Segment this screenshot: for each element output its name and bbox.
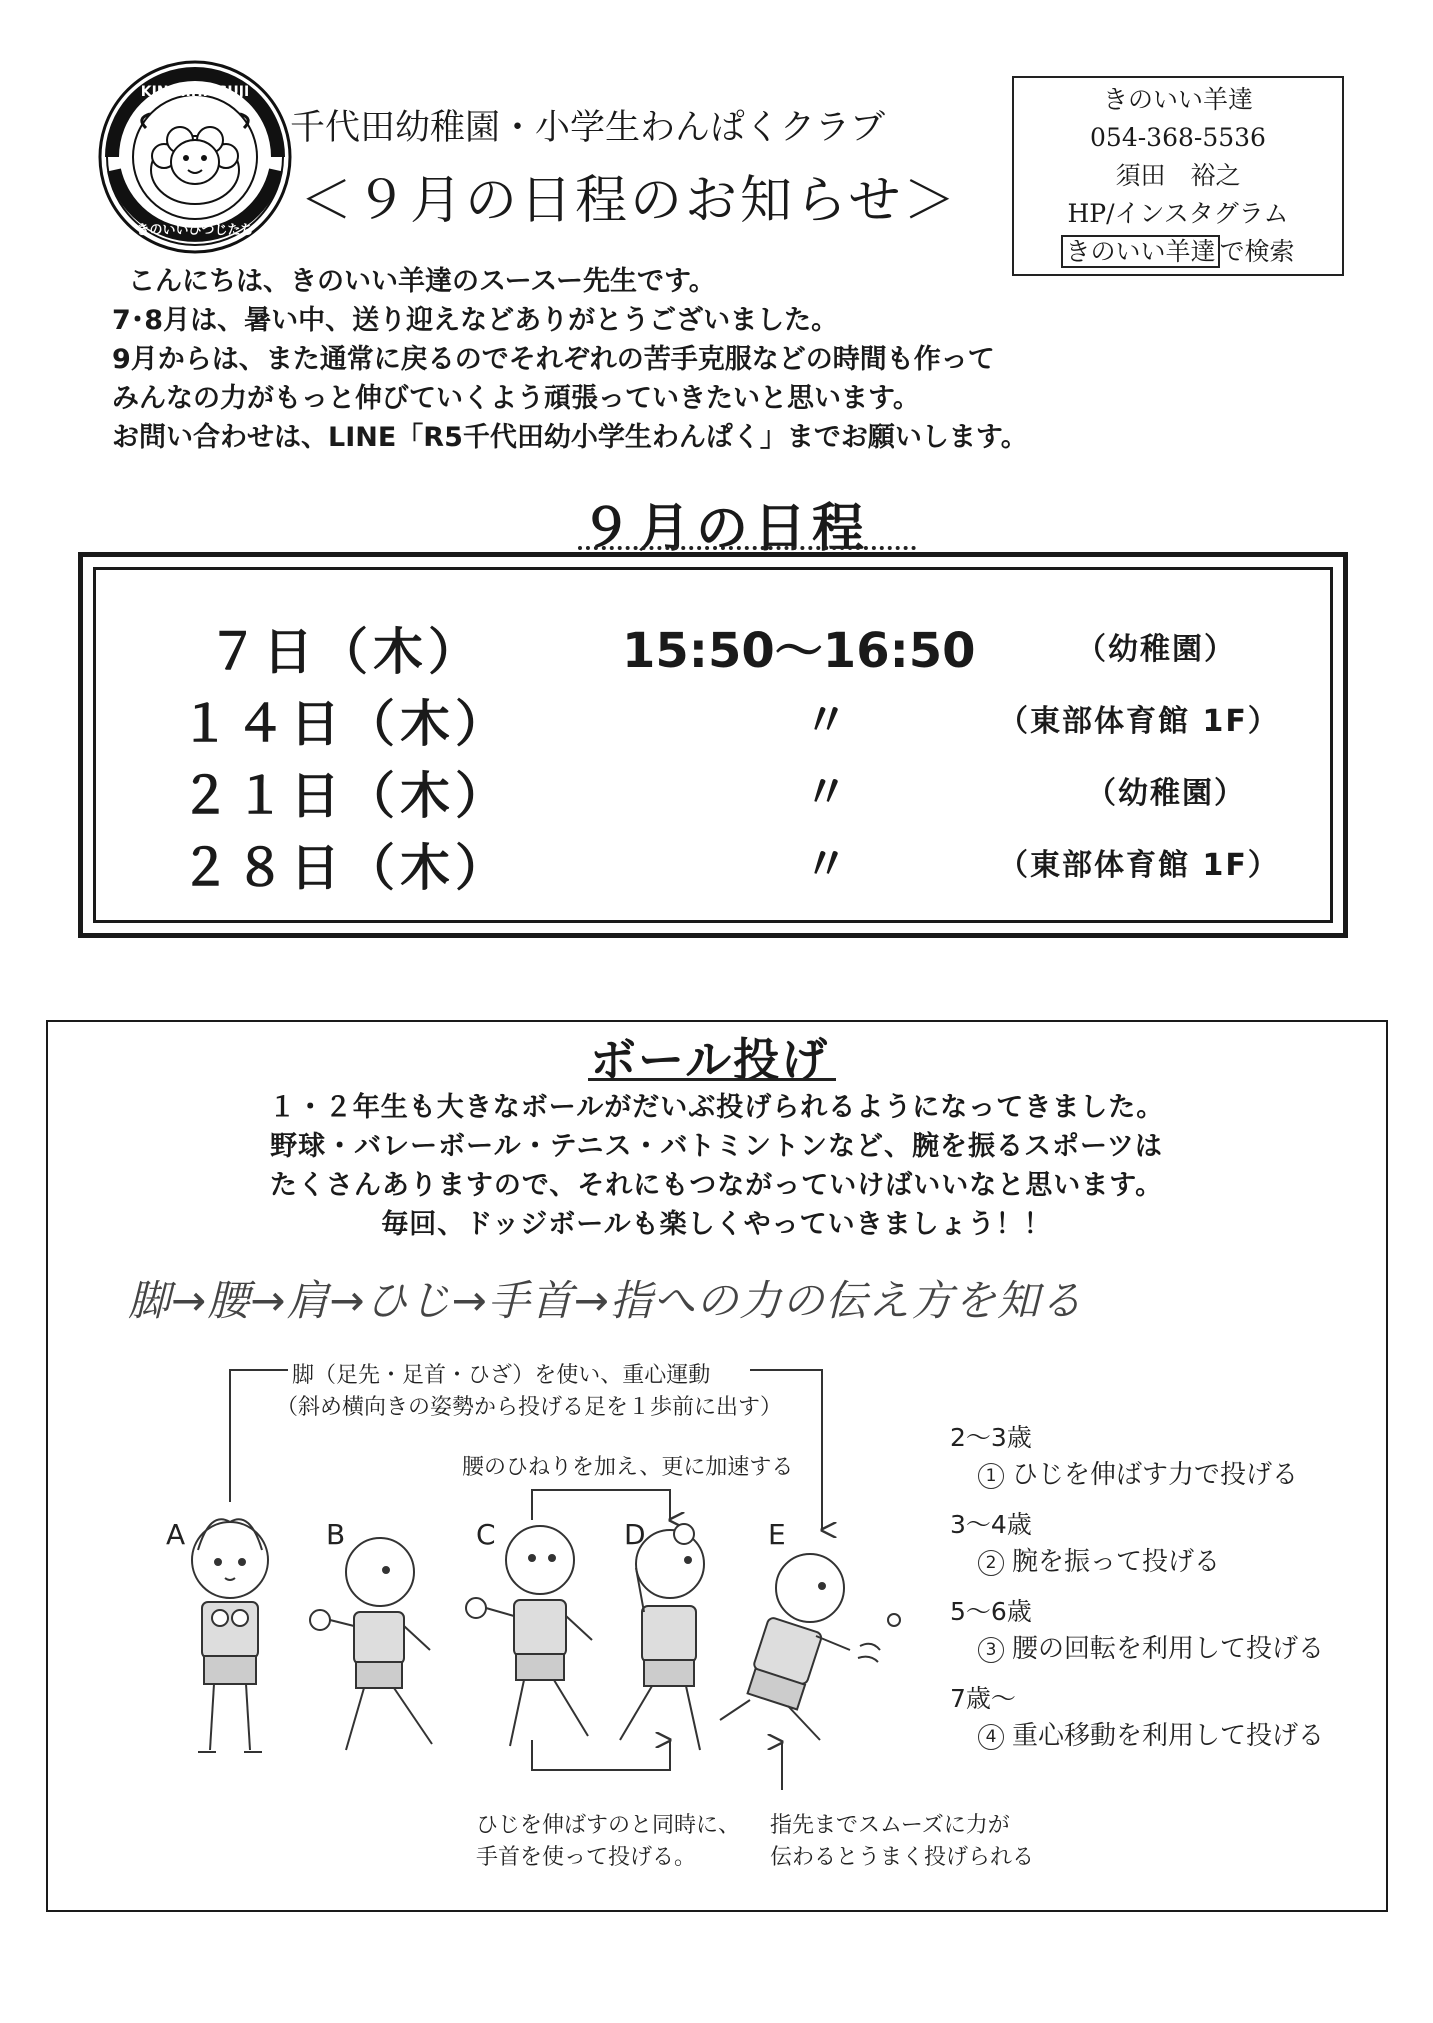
- schedule-date: ２８日（木）: [180, 839, 510, 897]
- search-suffix: で検索: [1219, 237, 1295, 266]
- step-number: 4: [978, 1724, 1004, 1750]
- schedule-date: ７日（木）: [208, 623, 483, 681]
- intro-line: みんなの力がもっと伸びていくよう頑張っていきたいと思います。: [112, 383, 920, 414]
- figure-label-d: D: [624, 1518, 646, 1551]
- age-guide: [950, 1418, 1324, 1752]
- label-waist: 腰のひねりを加え、更に加速する: [462, 1455, 794, 1480]
- age-step: 1 ひじを伸ばす力で投げる: [950, 1454, 1324, 1491]
- schedule-time: 15:50～16:50: [622, 623, 976, 679]
- schedule-date: ２１日（木）: [180, 767, 510, 825]
- force-chain-heading: 脚→腰→肩→ひじ→手首→指への力の伝え方を知る: [128, 1276, 1083, 1325]
- page-title: ＜９月の日程のお知らせ＞: [300, 171, 959, 231]
- schedule-time: 〃: [804, 767, 848, 818]
- schedule-place: （東部体育館 1F）: [998, 848, 1280, 883]
- schedule-time: 〃: [804, 695, 848, 746]
- step-number: 1: [978, 1463, 1004, 1489]
- club-logo: [96, 58, 294, 256]
- contact-person: 須田 裕之: [1115, 161, 1241, 190]
- age-step: 3 腰の回転を利用して投げる: [950, 1628, 1324, 1665]
- intro-line: 9月からは、また通常に戻るのでそれぞれの苦手克服などの時間も作って: [112, 344, 995, 375]
- label-finger-line1: 指先までスムーズに力が: [770, 1813, 1010, 1838]
- schedule-row: [96, 828, 1330, 897]
- ball-body: [0, 1088, 1433, 1244]
- search-keyword: きのいい羊達: [1061, 235, 1219, 268]
- contact-search: [1014, 233, 1342, 271]
- schedule-heading: ９月の日程: [580, 499, 871, 559]
- figure-label-b: B: [326, 1518, 346, 1551]
- label-legs-sub: （斜め横向きの姿勢から投げる足を１歩前に出す）: [276, 1395, 783, 1420]
- age-step: 2 腕を振って投げる: [950, 1541, 1324, 1578]
- organization-name: 千代田幼稚園・小学生わんぱくクラブ: [290, 108, 886, 148]
- ball-body-line: １・２年生も大きなボールがだいぶ投げられるようになってきました。: [268, 1092, 1165, 1123]
- figure-d: [620, 1524, 704, 1750]
- age-range: 2～3歳: [950, 1423, 1032, 1452]
- step-number: 3: [978, 1637, 1004, 1663]
- figure-e: [720, 1554, 900, 1740]
- schedule-place: （幼稚園）: [1086, 776, 1246, 811]
- schedule-place: （幼稚園）: [1076, 632, 1236, 667]
- ball-body-line: 野球・バレーボール・テニス・バトミントンなど、腕を振るスポーツは: [270, 1131, 1163, 1162]
- label-finger-line2: 伝わるとうまく投げられる: [770, 1845, 1035, 1870]
- intro-line: 7･8月は、暑い中、送り迎えなどありがとうございました。: [112, 305, 839, 336]
- svg-text:KINOIIHITSUJI: KINOIIHITSUJI: [140, 84, 250, 100]
- age-range: 7歳～: [950, 1684, 1016, 1713]
- schedule-heading-underline: [578, 546, 916, 550]
- age-range: 3～4歳: [950, 1510, 1032, 1539]
- contact-box: [1012, 76, 1344, 276]
- schedule-date: １４日（木）: [180, 695, 510, 753]
- label-elbow-line2: 手首を使って投げる。: [476, 1845, 697, 1870]
- figure-label-e: E: [768, 1518, 786, 1551]
- figure-label-c: C: [476, 1518, 496, 1551]
- schedule-place: （東部体育館 1F）: [998, 704, 1280, 739]
- intro-line: お問い合わせは、LINE「R5千代田幼小学生わんぱく」までお願いします。: [112, 422, 1028, 453]
- intro-line: こんにちは、きのいい羊達のスースー先生です。: [128, 266, 716, 297]
- age-range: 5～6歳: [950, 1597, 1032, 1626]
- schedule-row: [96, 684, 1330, 753]
- svg-text:きのいいひつじたち: きのいいひつじたち: [136, 223, 254, 238]
- ball-body-line: たくさんありますので、それにもつながっていけばいいなと思います。: [269, 1170, 1164, 1201]
- schedule-row: [96, 756, 1330, 825]
- ball-heading-underline: [588, 1078, 836, 1081]
- contact-name: きのいい羊達: [1102, 85, 1253, 114]
- intro-text: [112, 262, 1028, 457]
- figure-b: [310, 1538, 432, 1750]
- step-number: 2: [978, 1550, 1004, 1576]
- schedule-row: [96, 612, 1330, 681]
- age-step: 4 重心移動を利用して投げる: [950, 1715, 1324, 1752]
- throwing-diagram: [140, 1350, 1370, 1880]
- contact-media: HP/インスタグラム: [1067, 199, 1289, 228]
- figure-c: [466, 1526, 592, 1746]
- schedule-table: [78, 552, 1348, 938]
- figure-a: [192, 1519, 268, 1752]
- contact-phone: 054-368-5536: [1090, 123, 1266, 152]
- label-elbow-line1: ひじを伸ばすのと同時に、: [476, 1813, 741, 1838]
- figure-label-a: A: [166, 1518, 186, 1551]
- ball-body-line: 毎回、ドッジボールも楽しくやっていきましょう！！: [381, 1209, 1052, 1240]
- schedule-time: 〃: [804, 839, 848, 890]
- label-legs: 脚（足先・足首・ひざ）を使い、重心運動: [292, 1363, 711, 1388]
- ball-heading: ボール投げ: [590, 1033, 830, 1087]
